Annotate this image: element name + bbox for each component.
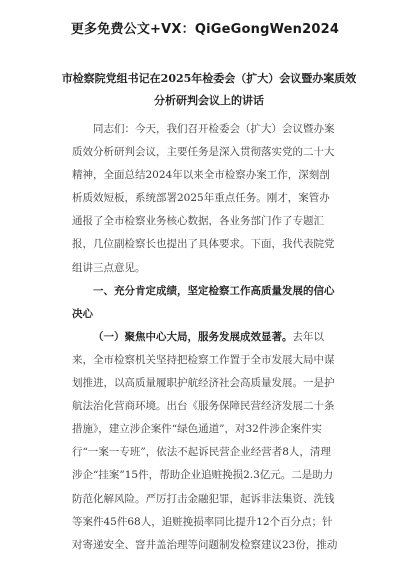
watermark-header: 更多免费公文+VX：QiGeGongWen2024 bbox=[70, 22, 340, 37]
subsection-heading: （一）聚焦中心大局，服务发展成效显著。 bbox=[93, 330, 293, 343]
paragraph-opening bbox=[72, 118, 340, 280]
subsection-text: 去年以来，全市检察机关坚持把检察工作置于全市发展大局中谋划推进，以高质量履职护航经济社会高质量发展。一是护航法治化营商环境。出台《服务保障民营经济发展二十条措施》，建立涉企案件“绿色通道”，对32件涉企案件实行“一案一专班”，依法不起诉民营企业经营者8人，清理涉企“挂案”15件，帮助企业追赃挽损2.3亿元。二是助力防范化解风险。严厉打击金融犯罪，起诉非法集资、洗钱等案件45件68人，追赃挽损率同比提升12个百分点；针对寄递安全、窨井盖治理等问题制发检察建议23份，推动 bbox=[72, 330, 338, 551]
opening-text: 今天，我们召开检委会（扩大）会议暨办案质效分析研判会议，主要任务是深入贯彻落实党的二十大精神，全面总结2024年以来全市检察办案工作，深刻剖析质效短板，系统部署2025年重点任务。刚才，案管办通报了全市检察业务核心数据，各业务部门作了专题汇报，几位副检察长也提出了具体要求。下面，我代表院党组讲三点意见。 bbox=[72, 123, 335, 274]
document-body bbox=[72, 118, 340, 557]
document-title: 市检察院党组书记在2025年检委会（扩大）会议暨办案质效分析研判会议上的讲话 bbox=[61, 72, 357, 107]
section-heading-1: 一、充分肯定成绩，坚定检察工作高质量发展的信心决心 bbox=[72, 284, 335, 320]
paragraph-section-1-1 bbox=[72, 326, 340, 557]
greeting: 同志们： bbox=[93, 123, 135, 135]
